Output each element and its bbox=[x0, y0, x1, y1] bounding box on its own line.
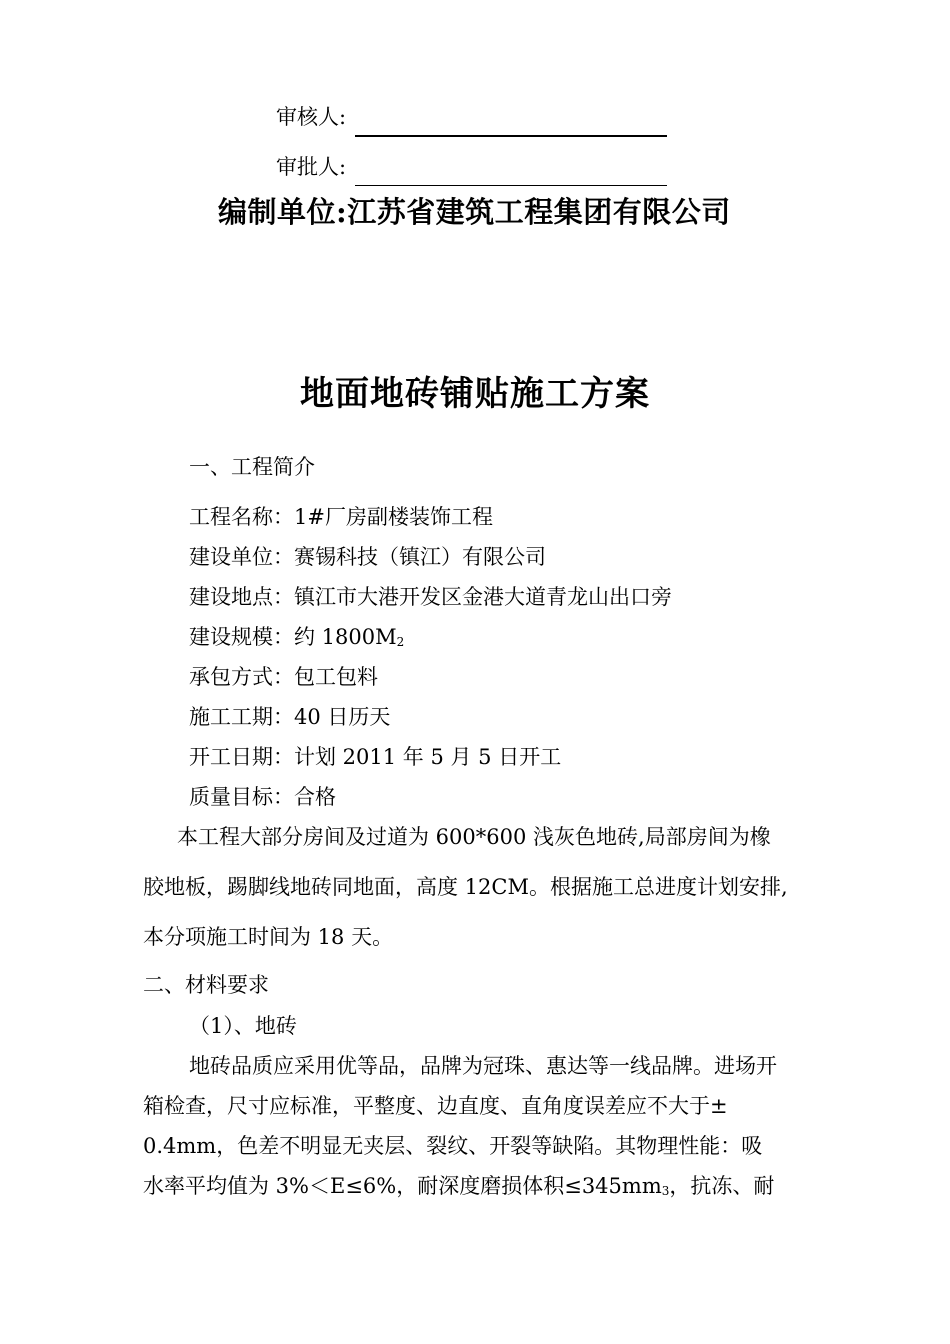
approver-label: 审批人: bbox=[276, 155, 347, 179]
section2-paragraph-line: 箱检查，尺寸应标准，平整度、边直度、直角度误差应不大于± bbox=[143, 1094, 728, 1118]
field-value-subscript: 2 bbox=[396, 635, 405, 649]
organization-line: 编制单位:江苏省建筑工程集团有限公司 bbox=[218, 195, 731, 229]
section2-subheading: （1）、地砖 bbox=[189, 1014, 297, 1038]
field-label: 建设地点： bbox=[189, 585, 294, 609]
document-title: 地面地砖铺贴施工方案 bbox=[300, 374, 650, 414]
field-label: 承包方式： bbox=[189, 665, 294, 689]
field-label: 建设规模： bbox=[189, 625, 294, 649]
line-subscript: 3 bbox=[661, 1184, 670, 1198]
section2-paragraph-line: 0.4mm，色差不明显无夹层、裂纹、开裂等缺陷。其物理性能：吸 bbox=[143, 1134, 763, 1158]
field-scale bbox=[189, 623, 404, 654]
field-value: 合格 bbox=[294, 785, 336, 809]
field-label: 开工日期： bbox=[189, 745, 294, 769]
field-contract-method bbox=[189, 663, 378, 691]
section1-paragraph-line: 本工程大部分房间及过道为 600*600 浅灰色地砖,局部房间为橡 bbox=[177, 825, 771, 849]
section1-paragraph-line: 本分项施工时间为 18 天。 bbox=[143, 925, 394, 949]
field-client bbox=[189, 543, 546, 571]
section2-paragraph-line bbox=[143, 1172, 774, 1203]
field-quality-target bbox=[189, 783, 336, 811]
field-label: 施工工期： bbox=[189, 705, 294, 729]
field-value: 镇江市大港开发区金港大道青龙山出口旁 bbox=[294, 585, 672, 609]
field-project-name bbox=[189, 503, 493, 531]
field-value: 40 日历天 bbox=[294, 705, 391, 729]
approver-signature-line bbox=[355, 185, 667, 186]
field-value: 赛锡科技（镇江）有限公司 bbox=[294, 545, 546, 569]
line-text-tail: ，抗冻、耐 bbox=[669, 1174, 775, 1198]
field-label: 工程名称： bbox=[189, 505, 294, 529]
reviewer-label: 审核人: bbox=[276, 105, 347, 129]
field-start-date bbox=[189, 743, 561, 771]
field-value: 包工包料 bbox=[294, 665, 378, 689]
field-label: 建设单位： bbox=[189, 545, 294, 569]
section2-paragraph-line: 地砖品质应采用优等品，品牌为冠珠、惠达等一线品牌。进场开 bbox=[189, 1054, 777, 1078]
field-duration bbox=[189, 703, 390, 731]
section1-heading: 一、工程简介 bbox=[189, 455, 315, 479]
section1-paragraph-line: 胶地板，踢脚线地砖同地面，高度 12CM。根据施工总进度计划安排, bbox=[143, 875, 788, 899]
line-text: 水率平均值为 3%＜E≤6%，耐深度磨损体积≤345mm bbox=[143, 1174, 662, 1198]
field-value: 计划 2011 年 5 月 5 日开工 bbox=[294, 745, 562, 769]
section2-heading: 二、材料要求 bbox=[143, 973, 269, 997]
field-location bbox=[189, 583, 672, 611]
field-value: 1#厂房副楼装饰工程 bbox=[294, 505, 493, 529]
field-value: 约 1800M bbox=[294, 625, 397, 649]
field-label: 质量目标： bbox=[189, 785, 294, 809]
reviewer-signature-line bbox=[355, 135, 667, 137]
